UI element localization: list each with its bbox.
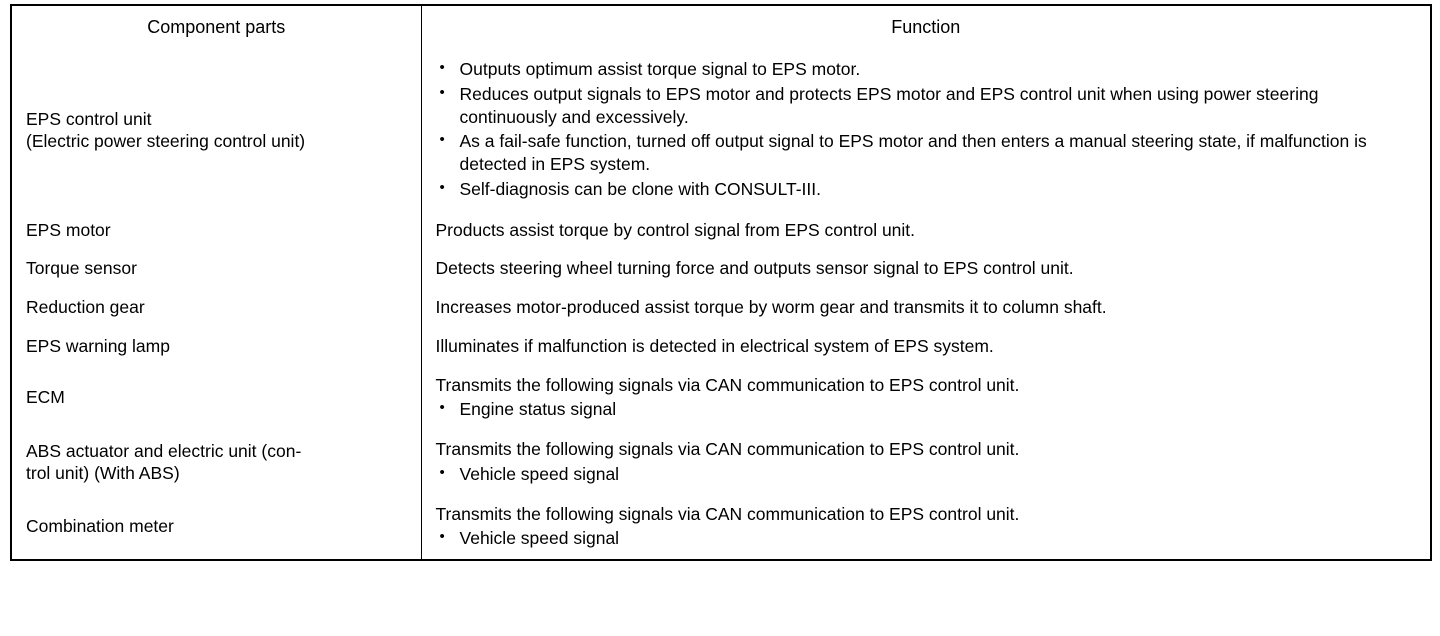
table-header xyxy=(11,5,1431,50)
part-name-line: EPS motor xyxy=(26,219,111,240)
part-name-line: ECM xyxy=(26,387,65,408)
list-item: • Engine status signal xyxy=(436,398,1415,421)
table-row xyxy=(11,288,1431,327)
function-bullet-list xyxy=(436,463,1415,486)
column-header-component: Component parts xyxy=(11,5,421,50)
table-row xyxy=(11,495,1431,561)
function-text: Increases motor-produced assist torque by worm gear and transmits it to column shaft. xyxy=(435,297,1107,317)
cell-component-part xyxy=(11,327,421,366)
table-header-row xyxy=(11,5,1431,50)
table-row xyxy=(11,366,1431,431)
list-item: • Self-diagnosis can be clone with CONSULT-III. xyxy=(436,178,1415,201)
function-text: Detects steering wheel turning force and outputs sensor signal to EPS control unit. xyxy=(435,258,1074,279)
function-bullet-list xyxy=(436,58,1415,201)
function-bullet-list xyxy=(436,398,1415,421)
table-body xyxy=(11,50,1431,560)
list-item: • As a fail-safe function, turned off output signal to EPS motor and then enters a manual steering state, if malfunction is detected in EPS system. xyxy=(436,130,1415,176)
list-item: • Outputs optimum assist torque signal to EPS motor. xyxy=(436,58,1415,81)
part-name-line: Combination meter xyxy=(26,516,174,537)
cell-component-part xyxy=(11,211,421,250)
cell-function xyxy=(421,430,1431,495)
function-bullet-list xyxy=(436,527,1415,550)
cell-component-part xyxy=(11,50,421,211)
cell-component-part xyxy=(11,366,421,431)
list-item: • Vehicle speed signal xyxy=(436,463,1415,486)
function-text: Products assist torque by control signal from EPS control unit. xyxy=(435,219,916,240)
component-function-table xyxy=(10,4,1432,561)
part-name-line: Torque sensor xyxy=(26,258,137,279)
part-name-line: EPS warning lamp xyxy=(26,335,170,356)
part-name-line: EPS control unit xyxy=(26,108,152,129)
table-row xyxy=(11,430,1431,495)
table-row xyxy=(11,211,1431,250)
cell-function xyxy=(421,288,1431,327)
function-text: Transmits the following signals via CAN communication to EPS control unit. xyxy=(435,439,1020,459)
function-text: Illuminates if malfunction is detected in electrical system of EPS system. xyxy=(435,335,994,356)
table-row xyxy=(11,249,1431,288)
cell-function xyxy=(421,211,1431,250)
function-text: Transmits the following signals via CAN communication to EPS control unit. xyxy=(435,503,1020,524)
function-text: Transmits the following signals via CAN communication to EPS control unit. xyxy=(435,374,1020,395)
list-item: • Vehicle speed signal xyxy=(436,527,1415,550)
cell-component-part xyxy=(11,430,421,495)
list-item: • Reduces output signals to EPS motor and protects EPS motor and EPS control unit when using power steering continuously and excessively. xyxy=(436,83,1415,129)
column-header-function: Function xyxy=(891,17,961,38)
cell-function xyxy=(421,249,1431,288)
cell-component-part xyxy=(11,288,421,327)
part-name-line: (Electric power steering control unit) xyxy=(26,131,306,152)
part-name-line: trol unit) (With ABS) xyxy=(26,463,180,484)
cell-function xyxy=(421,495,1431,561)
table-row xyxy=(11,327,1431,366)
part-name-line: ABS actuator and electric unit (con- xyxy=(26,440,302,461)
part-name-line: Reduction gear xyxy=(26,297,145,317)
cell-function xyxy=(421,50,1431,211)
cell-component-part xyxy=(11,495,421,561)
cell-component-part xyxy=(11,249,421,288)
cell-function xyxy=(421,366,1431,431)
cell-function xyxy=(421,327,1431,366)
table-row xyxy=(11,50,1431,211)
